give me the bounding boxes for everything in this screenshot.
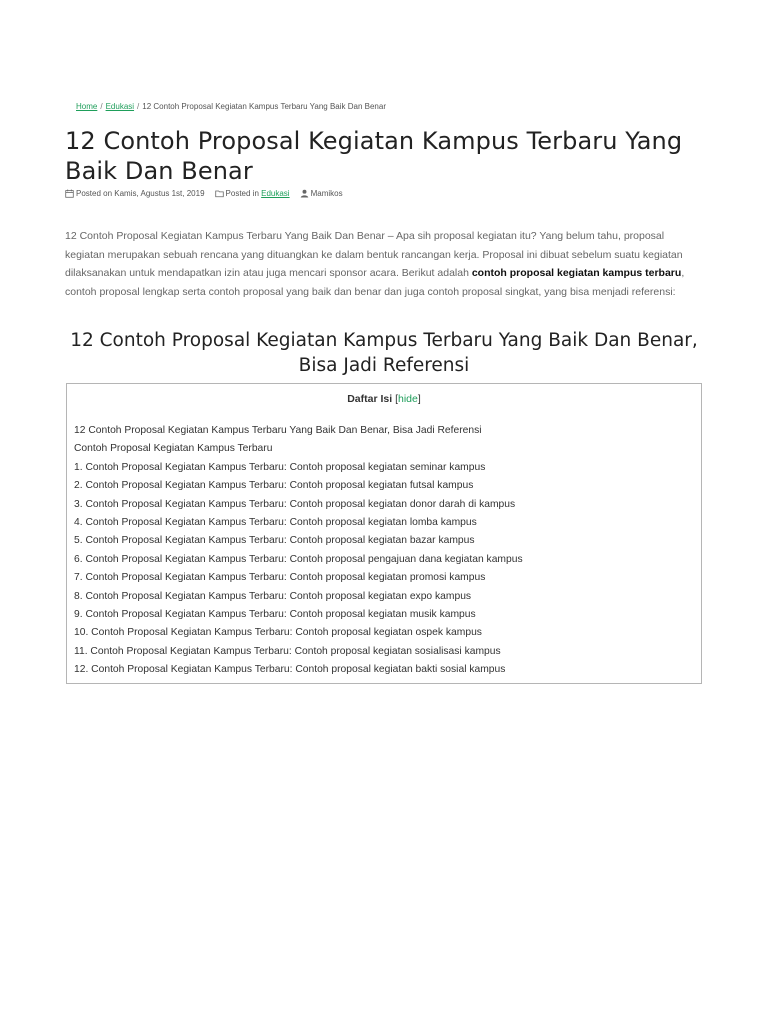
toc-item[interactable]: 12. Contoh Proposal Kegiatan Kampus Terbaru: Contoh proposal kegiatan bakti sosial kampus <box>74 664 506 676</box>
post-date-text: Posted on Kamis, Agustus 1st, 2019 <box>76 189 205 198</box>
section-heading: 12 Contoh Proposal Kegiatan Kampus Terbaru Yang Baik Dan Benar, Bisa Jadi Referensi <box>70 330 698 376</box>
toc-item[interactable]: 8. Contoh Proposal Kegiatan Kampus Terbaru: Contoh proposal kegiatan expo kampus <box>74 590 472 602</box>
toc-item[interactable]: 1. Contoh Proposal Kegiatan Kampus Terbaru: Contoh proposal kegiatan seminar kampus <box>74 461 486 473</box>
toc-item[interactable]: 10. Contoh Proposal Kegiatan Kampus Terbaru: Contoh proposal kegiatan ospek kampus <box>74 627 482 639</box>
breadcrumb-home-link[interactable]: Home <box>76 102 98 111</box>
breadcrumb-separator: / <box>137 102 140 111</box>
toc-bracket-close: ] <box>417 393 421 405</box>
folder-icon <box>215 189 224 198</box>
intro-paragraph <box>65 227 705 301</box>
toc-item[interactable]: 5. Contoh Proposal Kegiatan Kampus Terbaru: Contoh proposal kegiatan bazar kampus <box>74 535 475 547</box>
breadcrumb-category-link[interactable]: Edukasi <box>105 102 135 111</box>
toc-item[interactable]: 2. Contoh Proposal Kegiatan Kampus Terbaru: Contoh proposal kegiatan futsal kampus <box>74 480 474 492</box>
toc-item[interactable]: 9. Contoh Proposal Kegiatan Kampus Terbaru: Contoh proposal kegiatan musik kampus <box>74 609 476 621</box>
toc-bracket-open: [ <box>395 393 398 405</box>
post-author-name: Mamikos <box>310 189 343 198</box>
intro-keyword: contoh proposal kegiatan kampus terbaru <box>471 267 682 280</box>
post-category <box>215 189 290 198</box>
toc-hide-link[interactable]: hide <box>398 393 418 405</box>
intro-text-continued: , contoh proposal lengkap serta contoh proposal yang baik dan benar dan juga contoh proposal singkat, yang bisa menjadi referensi: <box>65 267 685 298</box>
toc-item[interactable]: Contoh Proposal Kegiatan Kampus Terbaru <box>74 443 273 455</box>
post-date <box>65 189 205 198</box>
post-category-link[interactable]: Edukasi <box>261 189 290 198</box>
breadcrumb <box>76 102 386 111</box>
toc-item[interactable]: 12 Contoh Proposal Kegiatan Kampus Terbaru Yang Baik Dan Benar, Bisa Jadi Referensi <box>74 425 482 436</box>
toc-title: Daftar Isi <box>347 393 393 405</box>
user-icon <box>300 189 309 198</box>
post-author <box>300 189 343 198</box>
toc-item[interactable]: 4. Contoh Proposal Kegiatan Kampus Terbaru: Contoh proposal kegiatan lomba kampus <box>74 517 477 529</box>
breadcrumb-current: 12 Contoh Proposal Kegiatan Kampus Terbaru Yang Baik Dan Benar <box>142 102 386 111</box>
toc-item[interactable]: 11. Contoh Proposal Kegiatan Kampus Terbaru: Contoh proposal kegiatan sosialisasi kampus <box>74 645 501 657</box>
calendar-icon <box>65 189 74 198</box>
posted-in-label: Posted in <box>225 189 259 198</box>
post-meta <box>65 189 353 198</box>
toc-item[interactable]: 7. Contoh Proposal Kegiatan Kampus Terbaru: Contoh proposal kegiatan promosi kampus <box>74 572 486 584</box>
toc-header <box>67 393 701 405</box>
toc-item[interactable]: 3. Contoh Proposal Kegiatan Kampus Terbaru: Contoh proposal kegiatan donor darah di kampus <box>74 498 516 510</box>
toc-list <box>74 422 523 680</box>
table-of-contents <box>66 383 702 684</box>
page-title: 12 Contoh Proposal Kegiatan Kampus Terbaru Yang Baik Dan Benar <box>65 127 683 185</box>
toc-item[interactable]: 6. Contoh Proposal Kegiatan Kampus Terbaru: Contoh proposal pengajuan dana kegiatan kampus <box>74 553 523 565</box>
intro-text: 12 Contoh Proposal Kegiatan Kampus Terbaru Yang Baik Dan Benar – Apa sih proposal kegiatan itu? Yang belum tahu, proposal kegiatan merupakan sebuah rencana yang dituangkan ke dalam bentuk rancangan kerja. Proposal ini dibuat sebelum suatu kegiatan dilaksanakan untuk mendapatkan izin atau juga mencari sponsor acara. Berikut adalah <box>65 230 683 280</box>
breadcrumb-separator: / <box>100 102 103 111</box>
